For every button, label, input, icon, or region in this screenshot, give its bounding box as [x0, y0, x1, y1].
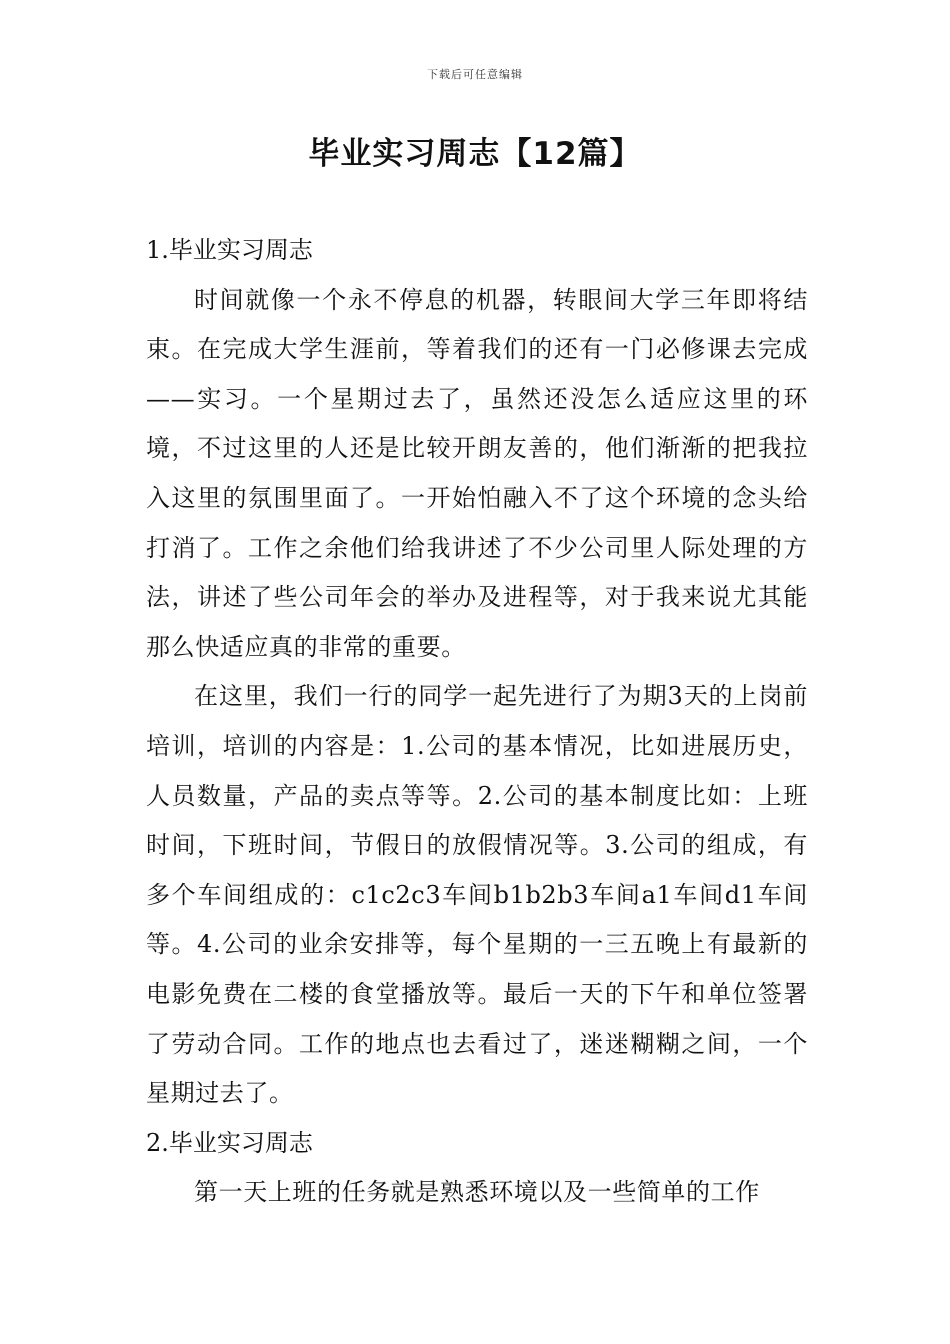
section-heading: 1.毕业实习周志: [146, 236, 313, 264]
section-heading: 2.毕业实习周志: [146, 1128, 313, 1157]
document-body: [146, 226, 808, 1218]
header-note: 下载后可任意编辑: [427, 68, 523, 81]
paragraph: 在这里，我们一行的同学一起先进行了为期3天的上岗前培训，培训的内容是：1.公司的基本情况，比如进展历史，人员数量，产品的卖点等等。2.公司的基本制度比如：上班时间，下班时间，节假日的放假情况等。3.公司的组成，有多个车间组成的：c1c2c3车间b1b2b3车间a1车间d1车间等。4.公司的业余安排等，每个星期的一三五晚上有最新的电影免费在二楼的食堂播放等。最后一天的下午和单位签署了劳动合同。工作的地点也去看过了，迷迷糊糊之间，一个星期过去了。: [146, 682, 808, 1108]
section-1: [146, 226, 808, 1119]
document-title: 毕业实习周志【12篇】: [308, 136, 642, 172]
paragraph: 时间就像一个永不停息的机器，转眼间大学三年即将结束。在完成大学生涯前，等着我们的还有一门必修课去完成——实习。一个星期过去了，虽然还没怎么适应这里的环境，不过这里的人还是比较开朗友善的，他们渐渐的把我拉入这里的氛围里面了。一开始怕融入不了这个环境的念头给打消了。工作之余他们给我讲述了不少公司里人际处理的方法，讲述了些公司年会的举办及进程等，对于我来说尤其能那么快适应真的非常的重要。: [146, 285, 808, 661]
paragraph: 第一天上班的任务就是熟悉环境以及一些简单的工作: [194, 1178, 760, 1207]
section-2: [146, 1119, 808, 1218]
